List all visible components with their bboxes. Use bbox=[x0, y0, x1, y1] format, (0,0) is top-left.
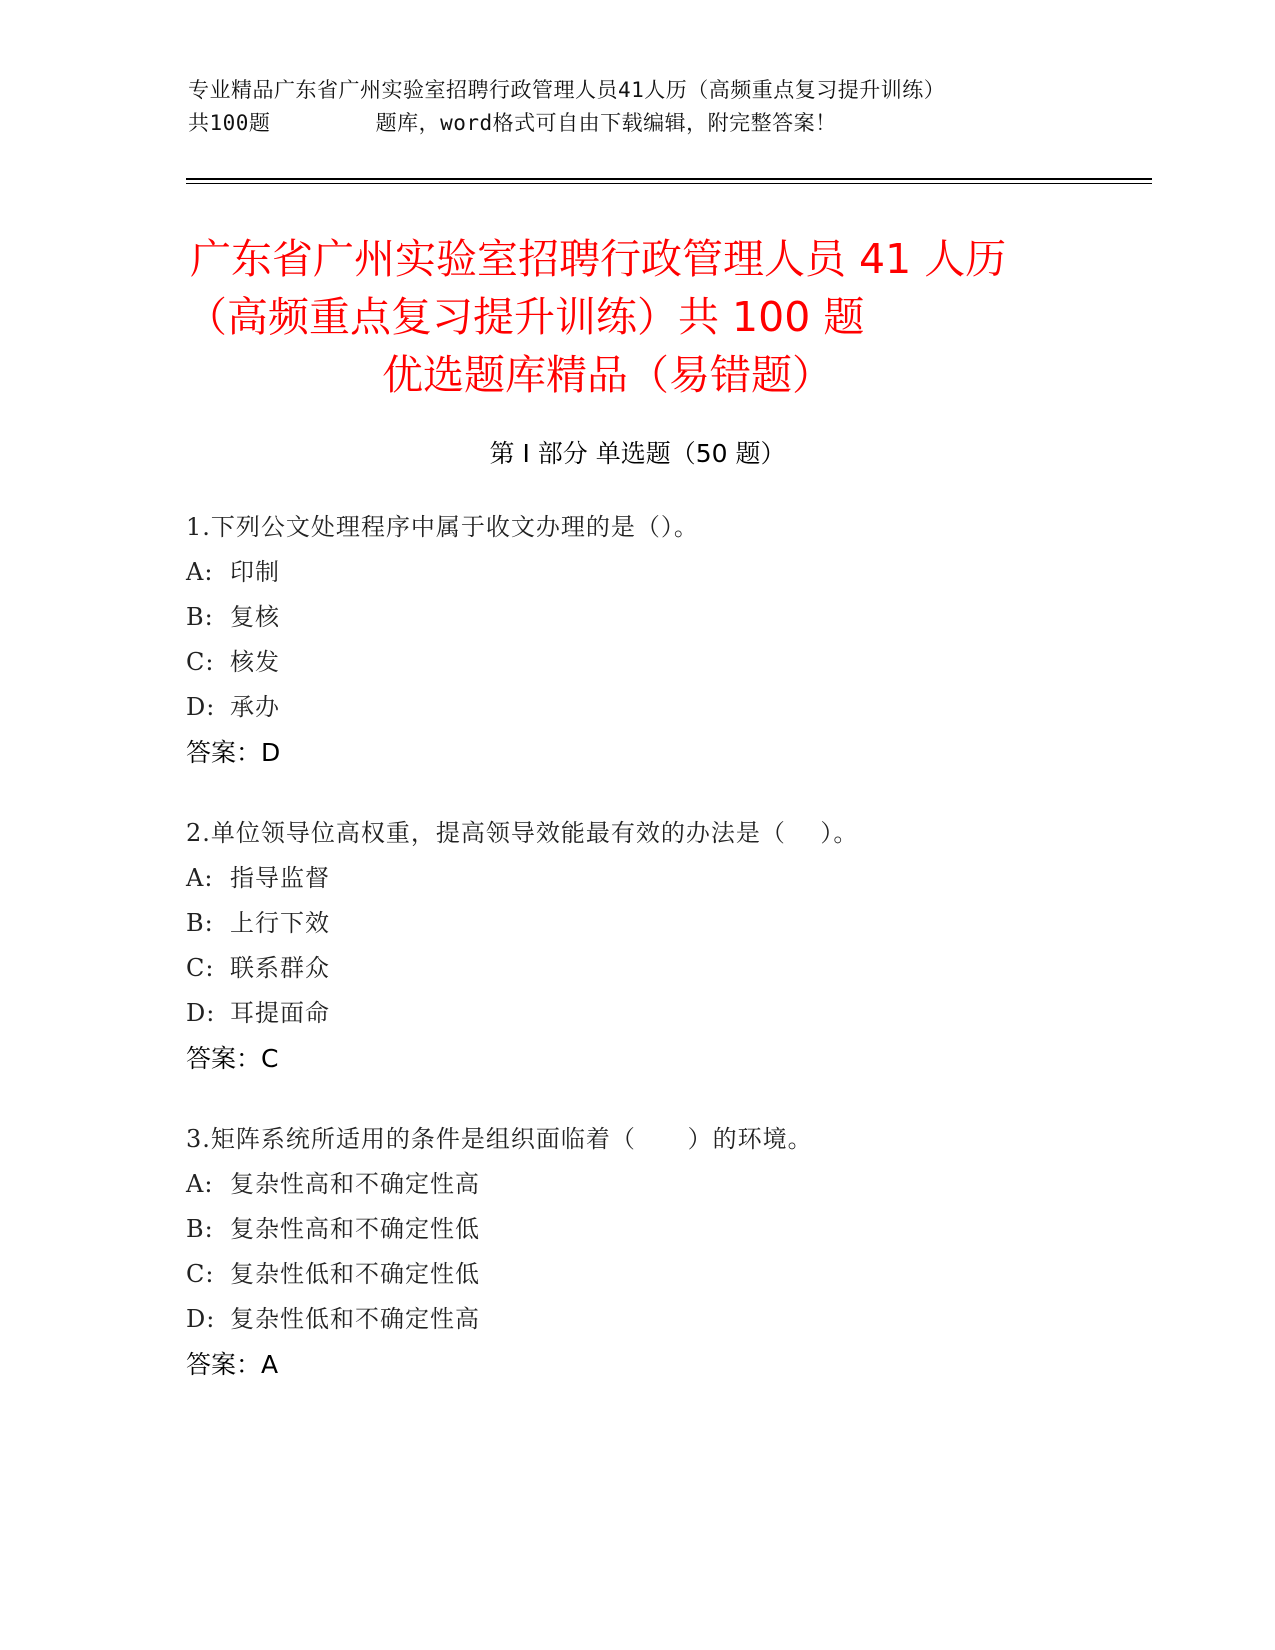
option-letter: B: bbox=[186, 603, 214, 631]
option-a bbox=[186, 856, 1186, 901]
header-divider-thin bbox=[186, 183, 1152, 184]
option-a bbox=[186, 550, 1186, 595]
option-letter: B: bbox=[186, 1215, 214, 1243]
option-b bbox=[186, 1207, 1186, 1252]
option-letter: B: bbox=[186, 909, 214, 937]
answer: 答案：D bbox=[186, 738, 281, 767]
option-c bbox=[186, 946, 1186, 991]
question-2 bbox=[186, 811, 1186, 1081]
document-title bbox=[186, 230, 1086, 404]
option-b bbox=[186, 595, 1186, 640]
question-1 bbox=[186, 505, 1186, 775]
option-text: 复核 bbox=[230, 603, 280, 631]
option-text: 核发 bbox=[230, 648, 280, 676]
option-text: 印制 bbox=[230, 558, 280, 586]
option-a bbox=[186, 1162, 1186, 1207]
option-text: 复杂性高和不确定性高 bbox=[230, 1170, 480, 1198]
option-text: 复杂性高和不确定性低 bbox=[230, 1215, 480, 1243]
option-letter: D: bbox=[186, 1305, 216, 1333]
option-c bbox=[186, 1252, 1186, 1297]
document-title-line3: 优选题库精品（易错题） bbox=[382, 351, 833, 399]
answer: 答案：A bbox=[186, 1350, 279, 1379]
header-divider-thick bbox=[186, 178, 1152, 180]
question-3 bbox=[186, 1117, 1186, 1387]
option-letter: D: bbox=[186, 693, 216, 721]
option-letter: A: bbox=[186, 1170, 214, 1198]
header-note-line2: 共100题 题库，word格式可自由下载编辑，附完整答案！ bbox=[188, 111, 837, 135]
option-letter: C: bbox=[186, 954, 215, 982]
option-letter: A: bbox=[186, 558, 214, 586]
option-text: 复杂性低和不确定性高 bbox=[230, 1305, 480, 1333]
option-text: 上行下效 bbox=[230, 909, 330, 937]
document-title-line2: （高频重点复习提升训练）共 100 题 bbox=[186, 293, 865, 341]
option-text: 指导监督 bbox=[230, 864, 330, 892]
option-letter: C: bbox=[186, 1260, 215, 1288]
option-d bbox=[186, 1297, 1186, 1342]
option-b bbox=[186, 901, 1186, 946]
option-text: 耳提面命 bbox=[230, 999, 330, 1027]
question-stem: 1.下列公文处理程序中属于收文办理的是（）。 bbox=[186, 513, 699, 541]
option-letter: A: bbox=[186, 864, 214, 892]
option-text: 承办 bbox=[230, 693, 280, 721]
answer: 答案：C bbox=[186, 1044, 279, 1073]
question-stem: 2.单位领导位高权重，提高领导效能最有效的办法是（ ）。 bbox=[186, 819, 859, 847]
document-title-line1: 广东省广州实验室招聘行政管理人员 41 人历 bbox=[190, 235, 1007, 283]
option-letter: C: bbox=[186, 648, 215, 676]
option-text: 联系群众 bbox=[230, 954, 330, 982]
option-text: 复杂性低和不确定性低 bbox=[230, 1260, 480, 1288]
option-d bbox=[186, 991, 1186, 1036]
option-letter: D: bbox=[186, 999, 216, 1027]
section-title: 第 I 部分 单选题（50 题） bbox=[489, 439, 786, 468]
question-stem: 3.矩阵系统所适用的条件是组织面临着（ ）的环境。 bbox=[186, 1125, 813, 1153]
option-c bbox=[186, 640, 1186, 685]
header-note-line1: 专业精品广东省广州实验室招聘行政管理人员41人历（高频重点复习提升训练） bbox=[188, 78, 946, 102]
option-d bbox=[186, 685, 1186, 730]
header-note bbox=[188, 74, 1088, 140]
